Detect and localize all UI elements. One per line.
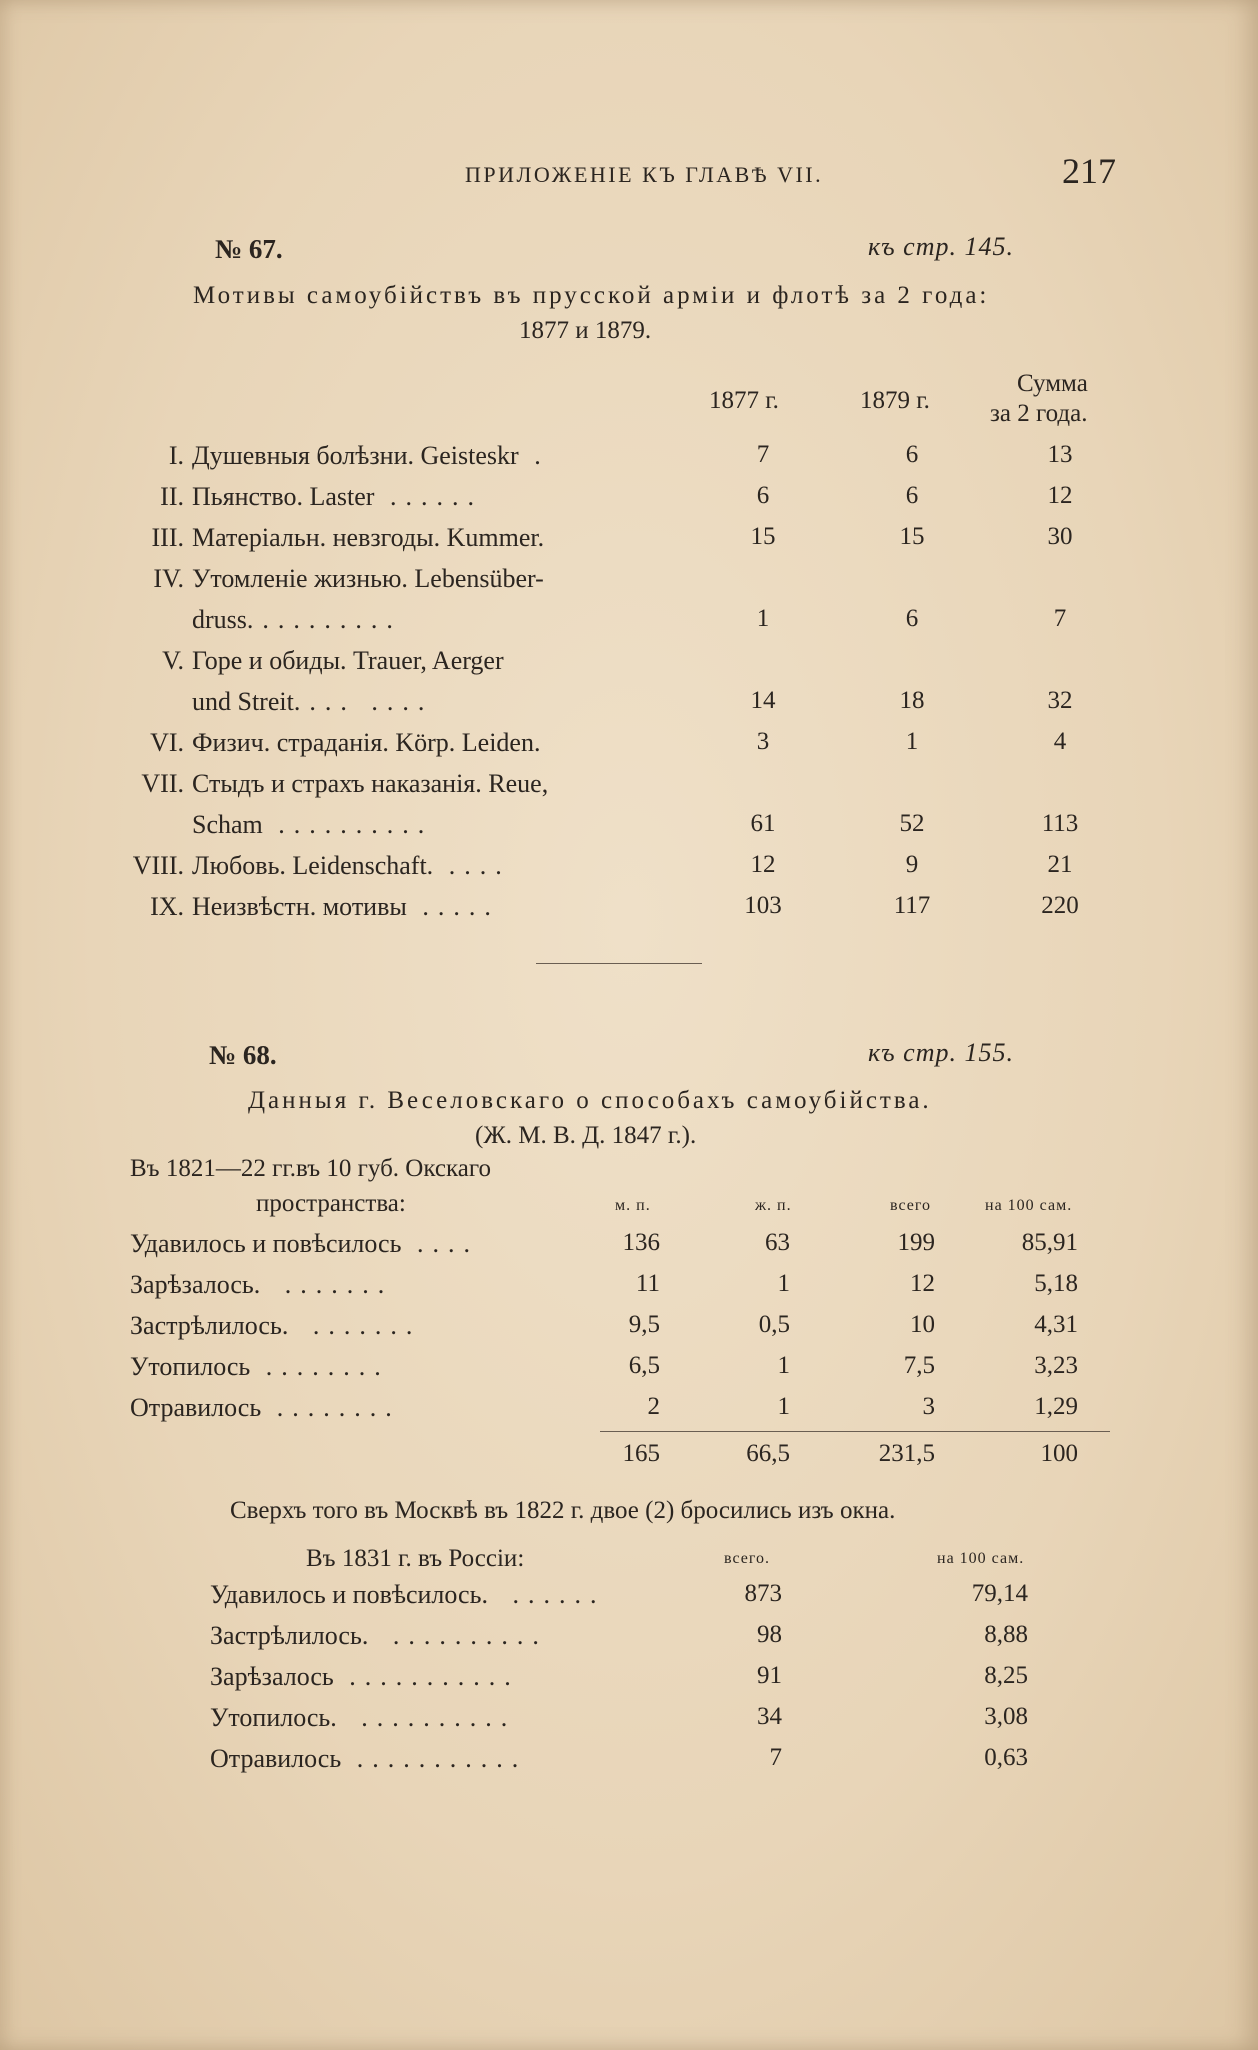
sub-table-row-label	[210, 1744, 527, 1774]
value-male: 9,5	[628, 1311, 660, 1338]
col-header-sum: Сумма	[1017, 370, 1088, 397]
table-68-intro-2: пространства:	[256, 1190, 406, 1217]
roman-numeral: V.	[162, 646, 184, 675]
value-1877: 12	[750, 851, 776, 878]
table-68-row-label	[130, 1352, 390, 1382]
value-1877: 7	[756, 441, 770, 468]
value-1879: 117	[893, 892, 931, 919]
table-67-row-label	[126, 810, 433, 840]
value-sum: 7	[1053, 605, 1067, 632]
leader-dots: ........	[250, 1352, 390, 1381]
sub-table-heading: Въ 1831 г. въ Россіи:	[306, 1545, 525, 1572]
row-text: Удавилось и повѣсилось	[210, 1580, 482, 1609]
value-male: 136	[622, 1229, 660, 1256]
leader-dots: ...........	[333, 1662, 520, 1691]
leader-dots: . ..........	[361, 1621, 548, 1650]
leader-dots: ....	[401, 1229, 479, 1258]
table-67-row-label	[126, 728, 540, 758]
sub-table-row-label	[210, 1580, 605, 1610]
sub-table-row-label	[210, 1621, 548, 1651]
row-text: Scham	[192, 810, 263, 839]
row-text: Отравилось	[130, 1393, 262, 1422]
row-text: Матеріальн. невзгоды. Kummer.	[192, 523, 545, 552]
leader-dots: ..........	[262, 810, 434, 839]
table-67-number: № 67.	[215, 234, 283, 264]
value-sum: 4	[1053, 728, 1067, 755]
value-female: 0,5	[758, 1311, 790, 1338]
leader-dots: . .......	[253, 1270, 394, 1299]
value-1879: 9	[905, 851, 919, 878]
table-67-row-label	[126, 605, 402, 635]
value-female: 1	[777, 1270, 790, 1297]
value-per-100: 3,23	[1034, 1352, 1078, 1379]
roman-numeral: III.	[151, 523, 184, 552]
roman-numeral: VIII.	[132, 851, 184, 880]
sub-col-header-per-100: на 100 сам.	[937, 1550, 1025, 1567]
table-67-row-label	[126, 892, 500, 922]
value-per-100: 4,31	[1034, 1311, 1078, 1338]
col-header-per-100: на 100 сам.	[985, 1197, 1073, 1214]
row-text: Отравилось	[210, 1744, 342, 1773]
table-67-row-label	[126, 564, 544, 594]
value-female: 1	[777, 1393, 790, 1420]
sub-table-row-label	[210, 1662, 520, 1692]
running-head: ПРИЛОЖЕНІЕ КЪ ГЛАВѢ VII.	[465, 162, 824, 187]
table-67-title-years: 1877 и 1879.	[519, 317, 652, 344]
value-sum: 12	[1047, 482, 1073, 509]
sub-value-per-100: 79,14	[971, 1580, 1028, 1607]
value-sum: 13	[1047, 441, 1073, 468]
row-text: Утопилось	[130, 1352, 251, 1381]
table-67-title: Мотивы самоубійствъ въ прусской арміи и флотѣ за 2 года:	[193, 282, 990, 309]
leader-dots: . ..........	[330, 1703, 517, 1732]
row-text: und Streit	[192, 687, 294, 716]
value-total: 12	[910, 1270, 935, 1297]
roman-numeral: VI.	[150, 728, 184, 757]
table-68-source: (Ж. М. В. Д. 1847 г.).	[475, 1122, 697, 1149]
value-male: 11	[635, 1270, 660, 1297]
value-total: 3	[922, 1393, 935, 1420]
sub-value-total: 34	[757, 1703, 782, 1730]
table-67-row-label	[126, 769, 548, 799]
total-all: 231,5	[878, 1440, 935, 1467]
leader-dots: .....	[406, 892, 500, 921]
value-1879: 1	[905, 728, 919, 755]
total-male: 165	[622, 1440, 660, 1467]
roman-numeral: IV.	[153, 564, 184, 593]
row-text: Горе и обиды. Trauer, Aerger	[192, 646, 504, 675]
sub-value-total: 873	[744, 1580, 782, 1607]
value-per-100: 5,18	[1034, 1270, 1078, 1297]
table-67-row-label	[126, 851, 511, 881]
leader-dots: . .......	[281, 1311, 422, 1340]
col-header-total: всего	[890, 1197, 932, 1214]
value-total: 7,5	[903, 1352, 935, 1379]
value-1877: 14	[750, 687, 776, 714]
total-per-100: 100	[1040, 1440, 1078, 1467]
sub-value-per-100: 8,25	[984, 1662, 1028, 1689]
value-1879: 6	[905, 605, 919, 632]
value-female: 1	[777, 1352, 790, 1379]
row-text: Застрѣлилось	[130, 1311, 282, 1340]
roman-numeral: I.	[168, 441, 184, 470]
table-67-row-label	[126, 646, 504, 676]
row-text: Любовь. Leidenschaft.	[192, 851, 434, 880]
value-1877: 1	[756, 605, 770, 632]
row-text: Душевныя болѣзни. Geisteskr	[192, 441, 519, 470]
section-divider	[536, 963, 702, 964]
table-68-intro: Въ 1821—22 гг.въ 10 губ. Окскаго	[130, 1155, 491, 1182]
value-male: 2	[647, 1393, 660, 1420]
value-1879: 15	[899, 523, 925, 550]
sub-value-total: 98	[757, 1621, 782, 1648]
table-67-page-ref: къ стр. 145.	[868, 232, 1014, 261]
value-total: 199	[897, 1229, 935, 1256]
value-sum: 113	[1041, 810, 1079, 837]
leader-dots: . ......	[481, 1580, 606, 1609]
roman-numeral: II.	[160, 482, 184, 511]
table-68-page-ref: къ стр. 155.	[868, 1038, 1014, 1067]
sub-value-per-100: 8,88	[984, 1621, 1028, 1648]
col-header-sum-2: за 2 года.	[990, 400, 1088, 427]
sub-value-per-100: 3,08	[984, 1703, 1028, 1730]
col-header-female: ж. п.	[755, 1197, 792, 1214]
value-female: 63	[765, 1229, 790, 1256]
value-1877: 103	[744, 892, 782, 919]
sub-value-total: 7	[769, 1744, 782, 1771]
table-67-row-label	[126, 482, 483, 512]
table-68-row-label	[130, 1393, 401, 1423]
row-text: Неизвѣстн. мотивы	[192, 892, 407, 921]
table-67-row-label	[126, 523, 544, 553]
table-68-row-label	[130, 1311, 421, 1341]
sub-table-row-label	[210, 1703, 516, 1733]
value-1877: 15	[750, 523, 776, 550]
roman-numeral: IX.	[150, 892, 184, 921]
totals-rule	[600, 1431, 1110, 1432]
leader-dots: ........	[261, 1393, 401, 1422]
sub-value-total: 91	[757, 1662, 782, 1689]
leader-dots: ..........	[246, 605, 402, 634]
table-67-row-label	[126, 441, 550, 471]
leader-dots: ...........	[341, 1744, 528, 1773]
value-sum: 32	[1047, 687, 1073, 714]
sub-value-per-100: 0,63	[984, 1744, 1028, 1771]
leader-dots: .	[518, 441, 550, 470]
table-68-row-label	[130, 1270, 393, 1300]
table-68-number: № 68.	[209, 1040, 277, 1070]
value-1879: 52	[899, 810, 925, 837]
row-text: Застрѣлилось	[210, 1621, 362, 1650]
page-number: 217	[1062, 151, 1116, 191]
value-sum: 30	[1047, 523, 1073, 550]
value-1877: 6	[756, 482, 770, 509]
value-per-100: 85,91	[1021, 1229, 1078, 1256]
row-text: Зарѣзалось	[130, 1270, 254, 1299]
value-total: 10	[910, 1311, 935, 1338]
leader-dots: ......	[374, 482, 483, 511]
total-female: 66,5	[746, 1440, 790, 1467]
row-text: Утопилось	[210, 1703, 331, 1732]
row-text: Утомленіе жизнью. Lebensüber-	[192, 564, 544, 593]
table-68-row-label	[130, 1229, 479, 1259]
col-header-1879: 1879 г.	[860, 387, 930, 414]
moscow-note: Сверхъ того въ Москвѣ въ 1822 г. двое (2) бросились изъ окна.	[230, 1497, 896, 1524]
value-sum: 220	[1041, 892, 1079, 919]
value-1879: 6	[905, 482, 919, 509]
value-sum: 21	[1047, 851, 1073, 878]
leader-dots: ....	[433, 851, 511, 880]
value-1879: 6	[905, 441, 919, 468]
table-68-title: Данныя г. Веселовскаго о способахъ самоубійства.	[248, 1087, 932, 1114]
row-text: druss	[192, 605, 247, 634]
row-text: Зарѣзалось	[210, 1662, 334, 1691]
value-1877: 3	[756, 728, 770, 755]
roman-numeral: VII.	[141, 769, 184, 798]
row-text: Пьянство. Laster	[192, 482, 375, 511]
value-male: 6,5	[628, 1352, 660, 1379]
row-text: Физич. страданія. Körp. Leiden.	[192, 728, 541, 757]
value-per-100: 1,29	[1034, 1393, 1078, 1420]
col-header-1877: 1877 г.	[709, 387, 779, 414]
sub-col-header-total: всего.	[724, 1550, 771, 1567]
value-1879: 18	[899, 687, 925, 714]
table-67-row-label	[126, 687, 433, 717]
leader-dots: .... ....	[293, 687, 434, 716]
row-text: Удавилось и повѣсилось	[130, 1229, 402, 1258]
value-1877: 61	[750, 810, 776, 837]
row-text: Стыдъ и страхъ наказанія. Reue,	[192, 769, 549, 798]
col-header-male: м. п.	[615, 1197, 651, 1214]
